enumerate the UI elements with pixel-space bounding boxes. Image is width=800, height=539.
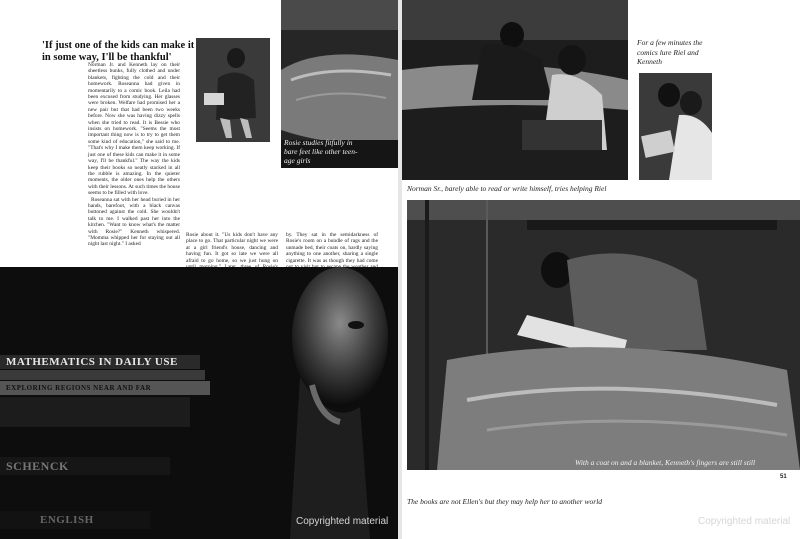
caption-books: The books are not Ellen's but they may help her to another world bbox=[407, 497, 603, 506]
photo-kenneth-bunk bbox=[407, 200, 800, 470]
body-paragraph-2: Roseanna sat with her head buried in her hands, barefoot, with a black canvas buttoned against the cold. She wouldn't talk to me. I walked past her into the kitchen. "Want to know what's the matter with Rosie?" Kenneth whispered. "Momma whipped her for staying out all night last night." I asked bbox=[88, 196, 180, 248]
photo-norman-illustration bbox=[402, 0, 628, 180]
photo-rosie-illustration bbox=[196, 38, 270, 142]
book-spine-exploring: EXPLORING REGIONS NEAR AND FAR bbox=[0, 381, 210, 395]
body-column-1 bbox=[88, 62, 180, 248]
article-headline: 'If just one of the kids can make it in some way, I'll be thankful' bbox=[42, 40, 195, 63]
book-spine-dark bbox=[0, 397, 190, 427]
photo-ellen-books bbox=[0, 267, 398, 539]
watermark-right: Copyrighted material bbox=[698, 516, 791, 527]
book-spine-blank bbox=[0, 370, 205, 380]
caption-coat: With a coat on and a blanket, Kenneth's fingers are still still bbox=[575, 458, 756, 467]
book-spine-mathematics: MATHEMATICS IN DAILY USE bbox=[0, 355, 200, 369]
caption-rosie: Rosie studies fitfully in bare feet like other teen-age girls bbox=[284, 138, 358, 165]
photo-comics-illustration bbox=[639, 73, 712, 180]
caption-norman: Norman Sr., barely able to read or write himself, tries helping Riel bbox=[407, 184, 607, 193]
body-column-3: by. They sat in the semidarkness of Rosie's room on a bundle of rags and the unmade bed, their coats on, hardly saying anything to one another, sharing a single cigarette. It was as though they had come bbox=[286, 232, 378, 264]
caption-comics: For a few minutes the comics lure Riel and Kenneth bbox=[637, 38, 703, 66]
photo-norman-helping bbox=[402, 0, 628, 180]
book-spine-schenck: SCHENCK bbox=[0, 457, 170, 475]
photo-kenneth-illustration bbox=[407, 200, 800, 470]
photo-rosie-studying bbox=[196, 38, 270, 142]
body-paragraph-1: Norman Jr. and Kenneth lay on their sheetless bunks, fully clothed and under blankets, fighting the cold and their homework. Roseanna had given in momentarily to a comic book. Leila had been excused from studying. Her glasses were broken. Welfare had promised her a new pair but that had been two weeks before. Now she was having dizzy spells when she tried to read. It is Bessie who insists on homework. "Seems the most important thing now is to try to get them some kind of education," she said to me. "That's why I make them keep working. If just one of these kids can make it in some way, I'll be thankful." The way the kids keep their books so neatly stacked in all the rubble is amazing. In the quieter moments, the older ones help the others with their lessons. At such times the house seems to be filled with love. bbox=[88, 62, 180, 197]
book-spine-english: ENGLISH bbox=[0, 511, 150, 529]
body-column-2: Rosie about it. "Us kids don't have any place to go. That particular night we were at a girl friend's house, dancing and having fun. It got so late we were all afraid to go home, so we just hung on bbox=[186, 232, 278, 264]
photo-comics bbox=[639, 73, 712, 180]
page-number: 51 bbox=[780, 474, 787, 480]
watermark-left: Copyrighted material bbox=[296, 516, 389, 527]
